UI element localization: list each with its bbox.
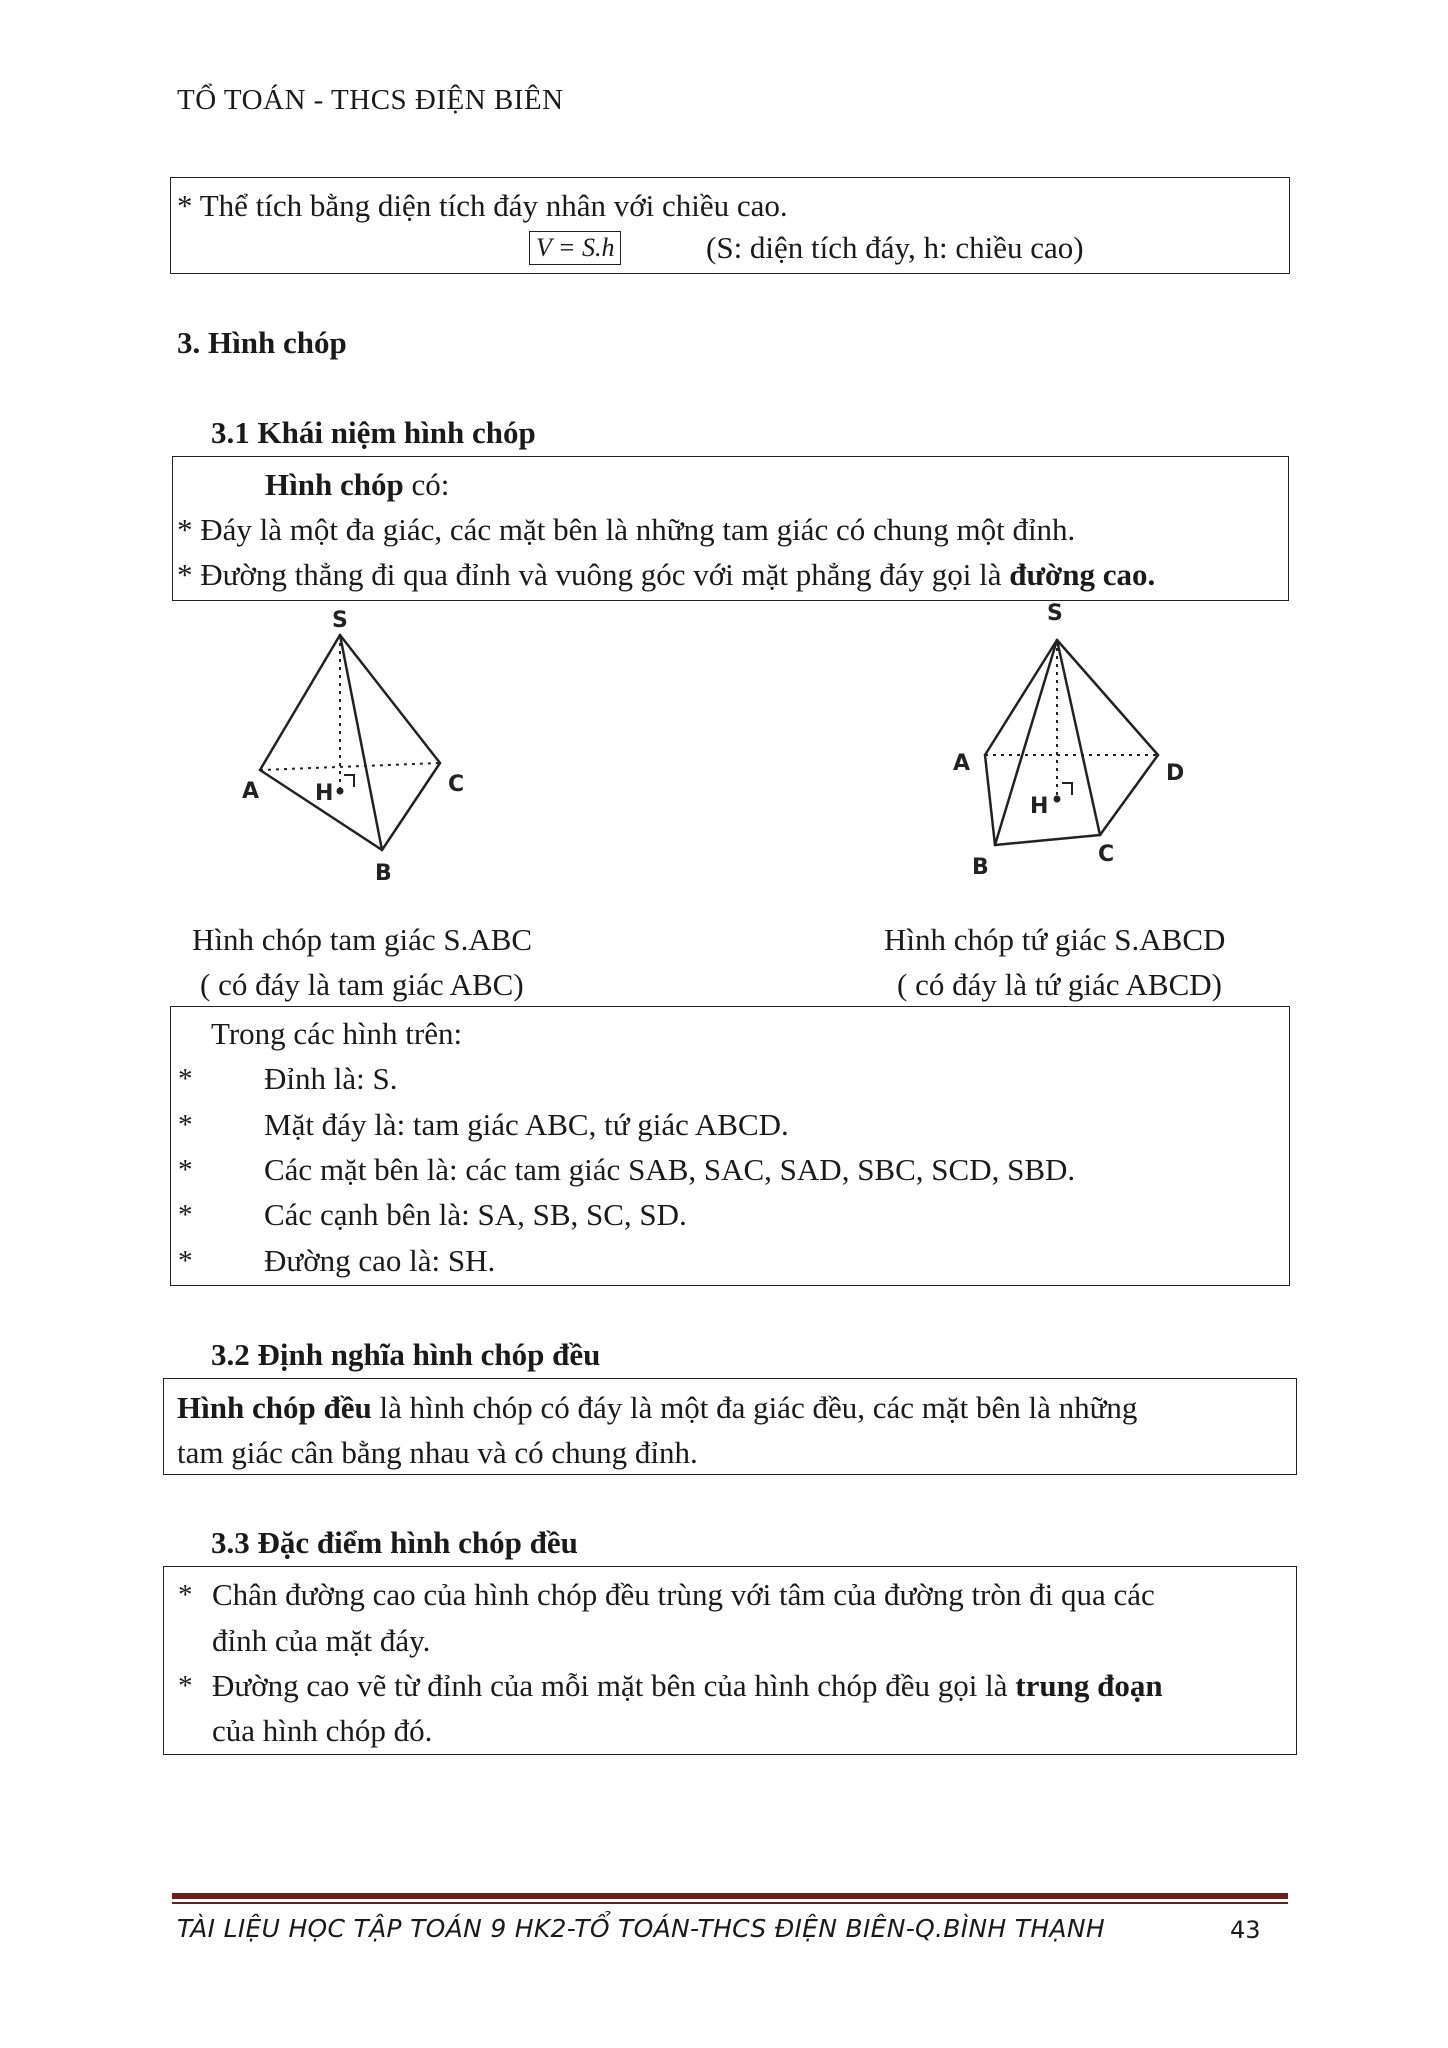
property-2-bold: trung đoạn — [1015, 1668, 1163, 1703]
label-h: H — [315, 781, 334, 806]
subsection-title-3-1: 3.1 Khái niệm hình chóp — [211, 415, 536, 450]
edge-sd — [1057, 640, 1158, 755]
concept-lead — [265, 469, 449, 500]
bullet-1: * — [178, 1063, 193, 1095]
edge-sa — [985, 640, 1057, 755]
right-angle-mark — [1062, 783, 1072, 795]
bullet-3: * — [178, 1154, 193, 1186]
page-number: 43 — [1230, 1916, 1261, 1944]
label-c: C — [1098, 842, 1115, 867]
bullet-5: * — [178, 1245, 193, 1277]
volume-box — [170, 177, 1290, 274]
edge-ab — [985, 755, 995, 845]
edge-sa — [260, 635, 340, 770]
footer-rule-thin — [172, 1902, 1288, 1904]
label-d: D — [1166, 761, 1185, 786]
point-h — [1054, 796, 1061, 803]
element-item-4: Các cạnh bên là: SA, SB, SC, SD. — [264, 1197, 687, 1232]
label-s: S — [332, 608, 348, 633]
property-2-text: Đường cao vẽ từ đỉnh của mỗi mặt bên của hình chóp đều gọi là — [212, 1668, 1016, 1703]
edge-sc — [340, 635, 440, 763]
concept-line-2-text: * Đường thẳng đi qua đỉnh và vuông góc với mặt phẳng đáy gọi là — [177, 557, 1010, 592]
caption-quadrilateral-2: ( có đáy là tứ giác ABCD) — [897, 967, 1223, 1002]
element-item-2: Mặt đáy là: tam giác ABC, tứ giác ABCD. — [264, 1107, 789, 1142]
property-2-line-1 — [212, 1670, 1163, 1701]
volume-formula: V = S.h — [529, 231, 621, 265]
element-item-1: Đỉnh là: S. — [264, 1061, 398, 1096]
concept-line-2-bold: đường cao. — [1009, 557, 1156, 592]
label-c: C — [448, 772, 465, 797]
caption-triangular-2: ( có đáy là tam giác ABC) — [200, 967, 524, 1002]
point-h — [337, 788, 344, 795]
property-bullet-2: * — [178, 1670, 193, 1702]
volume-rule: * Thể tích bằng diện tích đáy nhân với chiều cao. — [177, 188, 788, 223]
label-b: B — [972, 855, 989, 880]
element-item-3: Các mặt bên là: các tam giác SAB, SAC, SAD, SBC, SCD, SBD. — [264, 1152, 1076, 1187]
quadrilateral-pyramid-figure — [940, 595, 1200, 880]
label-s: S — [1047, 601, 1063, 626]
footer-text: TÀI LIỆU HỌC TẬP TOÁN 9 HK2-TỔ TOÁN-THCS ĐIỆN BIÊN-Q.BÌNH THẠNH — [177, 1914, 1105, 1943]
bullet-2: * — [178, 1109, 193, 1141]
edge-ac-hidden — [260, 763, 440, 770]
edge-bc — [995, 835, 1100, 845]
triangular-pyramid-figure — [230, 605, 490, 890]
edge-sc — [1057, 640, 1100, 835]
element-item-5: Đường cao là: SH. — [264, 1243, 496, 1278]
elements-intro: Trong các hình trên: — [211, 1016, 463, 1051]
label-b: B — [375, 861, 392, 886]
pyramid-concept-box — [172, 456, 1289, 601]
regular-pyramid-definition-box — [163, 1378, 1297, 1475]
caption-quadrilateral-1: Hình chóp tứ giác S.ABCD — [884, 922, 1226, 957]
property-1-line-1: Chân đường cao của hình chóp đều trùng với tâm của đường tròn đi qua các — [212, 1577, 1155, 1612]
label-a: A — [953, 751, 971, 776]
edge-bc — [382, 763, 440, 850]
concept-line-2 — [177, 559, 1155, 590]
label-h: H — [1030, 794, 1049, 819]
caption-triangular-1: Hình chóp tam giác S.ABC — [192, 922, 533, 957]
bullet-4: * — [178, 1199, 193, 1231]
right-angle-mark — [344, 775, 354, 787]
label-a: A — [242, 779, 260, 804]
property-1-line-2: đỉnh của mặt đáy. — [212, 1623, 431, 1658]
definition-bold: Hình chóp đều — [177, 1390, 372, 1425]
concept-lead-rest: có: — [403, 467, 450, 502]
regular-pyramid-properties-box — [163, 1566, 1297, 1755]
property-2-line-2: của hình chóp đó. — [212, 1713, 433, 1748]
edge-cd — [1100, 755, 1158, 835]
concept-lead-bold: Hình chóp — [265, 467, 404, 502]
definition-line-1 — [177, 1392, 1137, 1423]
volume-formula-note: (S: diện tích đáy, h: chiều cao) — [706, 230, 1084, 265]
subsection-title-3-3: 3.3 Đặc điểm hình chóp đều — [211, 1525, 578, 1560]
section-title: 3. Hình chóp — [177, 325, 347, 360]
concept-line-1: * Đáy là một đa giác, các mặt bên là những tam giác có chung một đỉnh. — [177, 512, 1076, 547]
subsection-title-3-2: 3.2 Định nghĩa hình chóp đều — [211, 1337, 601, 1372]
footer-rule — [172, 1893, 1288, 1899]
pyramid-elements-box — [170, 1006, 1290, 1286]
definition-line-2: tam giác cân bằng nhau và có chung đỉnh. — [177, 1435, 698, 1470]
page-header: TỔ TOÁN - THCS ĐIỆN BIÊN — [177, 84, 564, 116]
edge-sb — [340, 635, 382, 850]
property-bullet-1: * — [178, 1579, 193, 1611]
definition-line-1-rest: là hình chóp có đáy là một đa giác đều, các mặt bên là những — [371, 1390, 1138, 1425]
